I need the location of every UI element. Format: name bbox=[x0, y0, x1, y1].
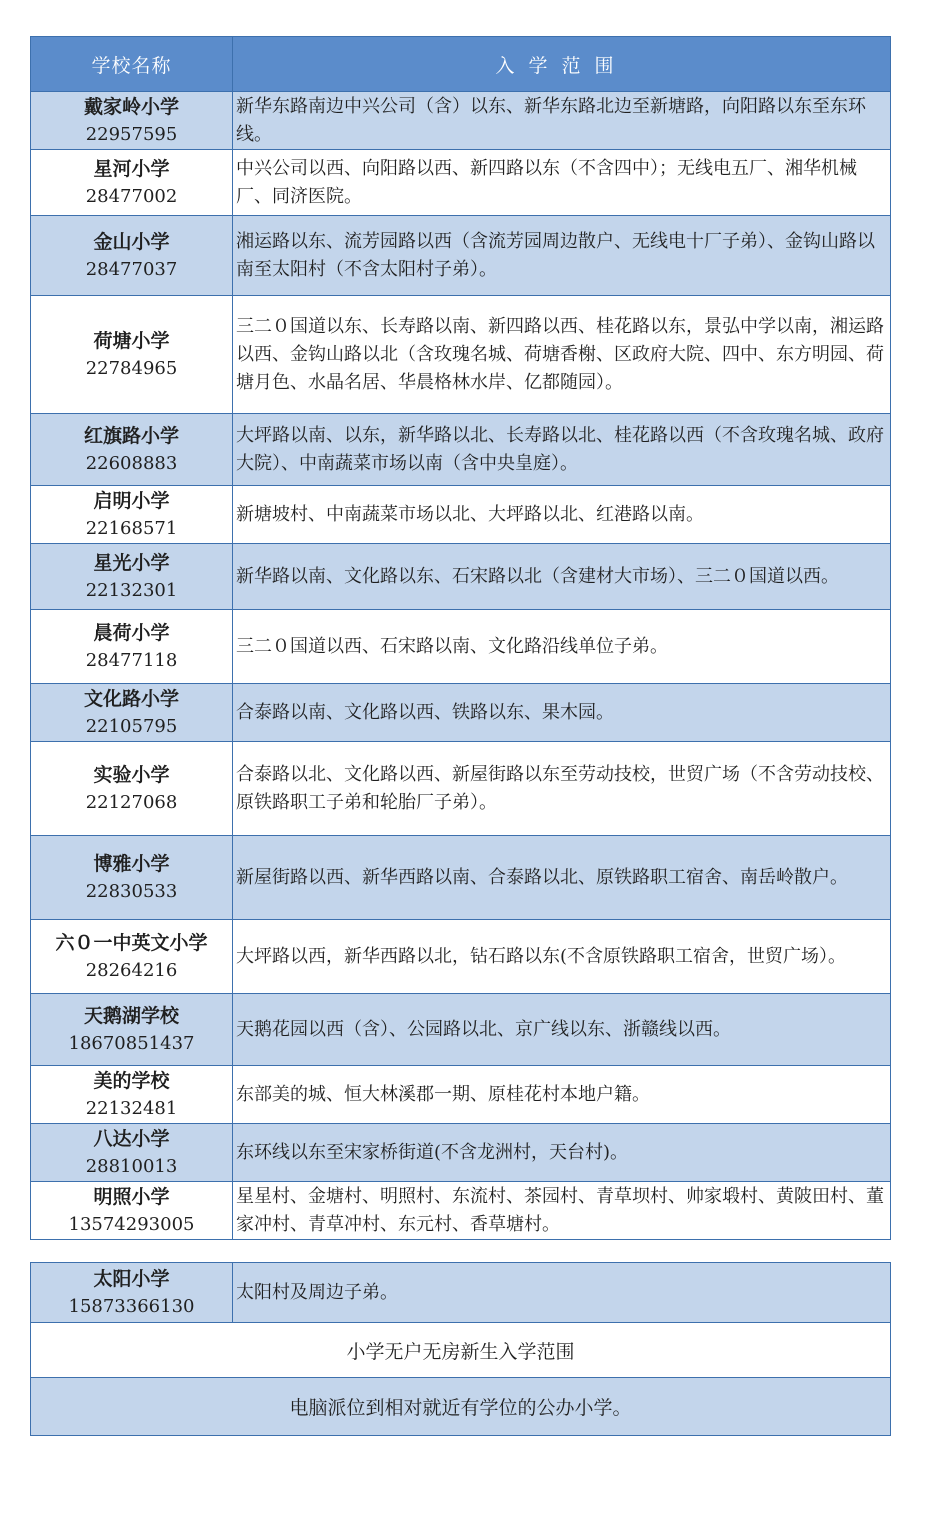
school-name: 金山小学 bbox=[93, 230, 170, 253]
school-cell bbox=[31, 150, 233, 216]
school-phone: 28477118 bbox=[85, 649, 178, 671]
school-phone: 28264216 bbox=[85, 959, 178, 981]
table-row bbox=[31, 544, 891, 610]
table-row bbox=[31, 1378, 891, 1436]
table-row bbox=[31, 1323, 891, 1378]
school-phone: 28477037 bbox=[85, 258, 178, 280]
school-rows bbox=[31, 92, 891, 1240]
school-range: 新屋街路以西、新华西路以南、合泰路以北、原铁路职工宿舍、南岳岭散户。 bbox=[233, 836, 891, 920]
school-cell bbox=[31, 1124, 233, 1182]
school-name: 明照小学 bbox=[93, 1185, 170, 1208]
no-house-text: 电脑派位到相对就近有学位的公办小学。 bbox=[31, 1378, 891, 1436]
school-phone: 22608883 bbox=[85, 452, 178, 474]
school-phone: 28477002 bbox=[85, 185, 178, 207]
school-cell bbox=[31, 1066, 233, 1124]
school-phone: 22957595 bbox=[85, 123, 178, 145]
table-row bbox=[31, 296, 891, 414]
school-phone: 18670851437 bbox=[68, 1032, 195, 1054]
school-range: 新塘坡村、中南蔬菜市场以北、大坪路以北、红港路以南。 bbox=[233, 486, 891, 544]
school-range: 东环线以东至宋家桥街道(不含龙洲村，天台村)。 bbox=[233, 1124, 891, 1182]
header-range: 入学范围 bbox=[233, 37, 891, 92]
school-name: 荷塘小学 bbox=[93, 329, 170, 352]
school-cell bbox=[31, 1263, 233, 1323]
school-phone: 22132301 bbox=[85, 579, 178, 601]
school-name: 星光小学 bbox=[93, 551, 170, 574]
enrollment-table bbox=[30, 36, 891, 1240]
table-header-row bbox=[31, 37, 891, 92]
school-range: 新华东路南边中兴公司（含）以东、新华东路北边至新塘路，向阳路以东至东环线。 bbox=[233, 92, 891, 150]
school-cell bbox=[31, 296, 233, 414]
school-phone: 13574293005 bbox=[68, 1213, 195, 1235]
table-row bbox=[31, 1066, 891, 1124]
table-row bbox=[31, 994, 891, 1066]
school-name: 晨荷小学 bbox=[93, 621, 170, 644]
school-cell bbox=[31, 742, 233, 836]
table-row bbox=[31, 684, 891, 742]
table-row bbox=[31, 1263, 891, 1323]
school-name: 六０一中英文小学 bbox=[55, 931, 208, 954]
school-phone: 22105795 bbox=[85, 715, 178, 737]
school-name: 启明小学 bbox=[93, 489, 170, 512]
school-range: 星星村、金塘村、明照村、东流村、茶园村、青草坝村、帅家塅村、黄陂田村、董家冲村、青草冲村、东元村、香草塘村。 bbox=[233, 1182, 891, 1240]
table-row bbox=[31, 836, 891, 920]
school-phone: 22132481 bbox=[85, 1097, 178, 1119]
table-row bbox=[31, 92, 891, 150]
table-row bbox=[31, 610, 891, 684]
school-range: 合泰路以南、文化路以西、铁路以东、果木园。 bbox=[233, 684, 891, 742]
school-phone: 22784965 bbox=[85, 357, 178, 379]
school-range: 大坪路以南、以东，新华路以北、长寿路以北、桂花路以西（不含玫瑰名城、政府大院）、中南蔬菜市场以南（含中央皇庭）。 bbox=[233, 414, 891, 486]
school-phone: 22168571 bbox=[85, 517, 178, 539]
school-phone: 22830533 bbox=[85, 880, 178, 902]
school-range: 三二０国道以东、长寿路以南、新四路以西、桂花路以东，景弘中学以南，湘运路以西、金钩山路以北（含玫瑰名城、荷塘香榭、区政府大院、四中、东方明园、荷塘月色、水晶名居、华晨格林水岸、亿都随园）。 bbox=[233, 296, 891, 414]
school-cell bbox=[31, 610, 233, 684]
header-school-name: 学校名称 bbox=[31, 37, 233, 92]
school-name: 文化路小学 bbox=[83, 687, 179, 710]
table-row bbox=[31, 486, 891, 544]
school-range: 湘运路以东、流芳园路以西（含流芳园周边散户、无线电十厂子弟）、金钩山路以南至太阳村（不含太阳村子弟）。 bbox=[233, 216, 891, 296]
school-range: 新华路以南、文化路以东、石宋路以北（含建材大市场）、三二０国道以西。 bbox=[233, 544, 891, 610]
table-row bbox=[31, 920, 891, 994]
supplement-table bbox=[30, 1262, 891, 1436]
school-name: 天鹅湖学校 bbox=[83, 1004, 179, 1027]
table-row bbox=[31, 1124, 891, 1182]
school-range: 东部美的城、恒大林溪郡一期、原桂花村本地户籍。 bbox=[233, 1066, 891, 1124]
school-phone: 22127068 bbox=[85, 791, 178, 813]
school-cell bbox=[31, 920, 233, 994]
school-name: 博雅小学 bbox=[93, 852, 170, 875]
school-cell bbox=[31, 414, 233, 486]
school-cell bbox=[31, 486, 233, 544]
table-row bbox=[31, 1182, 891, 1240]
school-range: 太阳村及周边子弟。 bbox=[233, 1263, 891, 1323]
school-range: 合泰路以北、文化路以西、新屋街路以东至劳动技校，世贸广场（不含劳动技校、原铁路职工子弟和轮胎厂子弟）。 bbox=[233, 742, 891, 836]
school-range: 三二０国道以西、石宋路以南、文化路沿线单位子弟。 bbox=[233, 610, 891, 684]
school-cell bbox=[31, 544, 233, 610]
school-phone: 15873366130 bbox=[68, 1295, 195, 1317]
school-cell bbox=[31, 92, 233, 150]
school-name: 八达小学 bbox=[93, 1127, 170, 1150]
school-range: 大坪路以西，新华西路以北，钻石路以东(不含原铁路职工宿舍，世贸广场）。 bbox=[233, 920, 891, 994]
school-name: 星河小学 bbox=[93, 157, 170, 180]
school-cell bbox=[31, 216, 233, 296]
table-row bbox=[31, 742, 891, 836]
school-range: 中兴公司以西、向阳路以西、新四路以东（不含四中）；无线电五厂、湘华机械厂、同济医院。 bbox=[233, 150, 891, 216]
school-cell bbox=[31, 994, 233, 1066]
no-house-title: 小学无户无房新生入学范围 bbox=[31, 1323, 891, 1378]
table-row bbox=[31, 216, 891, 296]
enrollment-sheet bbox=[30, 36, 890, 1436]
table-row bbox=[31, 414, 891, 486]
school-cell bbox=[31, 1182, 233, 1240]
school-cell bbox=[31, 836, 233, 920]
school-name: 实验小学 bbox=[93, 763, 170, 786]
school-name: 红旗路小学 bbox=[83, 424, 179, 447]
school-name: 美的学校 bbox=[93, 1069, 170, 1092]
school-range: 天鹅花园以西（含）、公园路以北、京广线以东、浙赣线以西。 bbox=[233, 994, 891, 1066]
school-cell bbox=[31, 684, 233, 742]
school-name: 太阳小学 bbox=[93, 1267, 170, 1290]
school-name: 戴家岭小学 bbox=[83, 95, 179, 118]
table-row bbox=[31, 150, 891, 216]
school-phone: 28810013 bbox=[85, 1155, 178, 1177]
